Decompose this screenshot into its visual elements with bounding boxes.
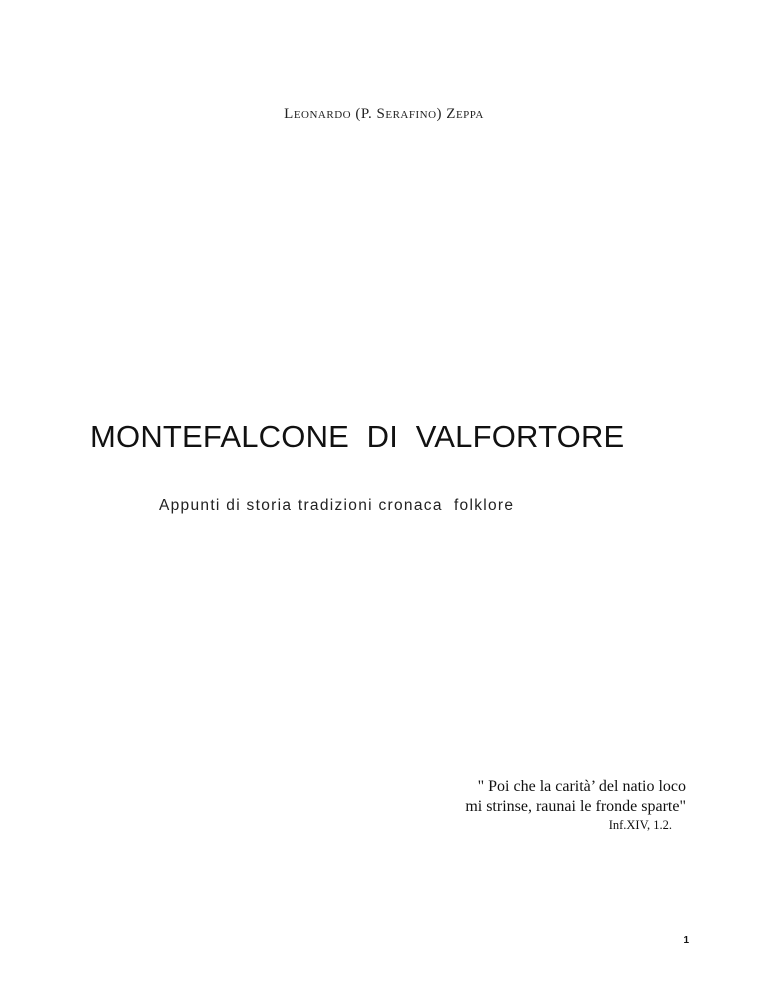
book-title: MONTEFALCONE DI VALFORTORE: [90, 419, 625, 454]
epigraph: [465, 777, 686, 833]
epigraph-line-2: mi strinse, raunai le fronde sparte": [465, 798, 686, 815]
page-number: 1: [683, 935, 689, 946]
epigraph-line-1: " Poi che la carità’ del natio loco: [477, 778, 686, 795]
epigraph-reference: Inf.XIV, 1.2.: [608, 818, 672, 832]
author-name: Leonardo (P. Serafino) Zeppa: [284, 106, 484, 122]
book-subtitle: Appunti di storia tradizioni cronaca folklore: [159, 497, 515, 514]
